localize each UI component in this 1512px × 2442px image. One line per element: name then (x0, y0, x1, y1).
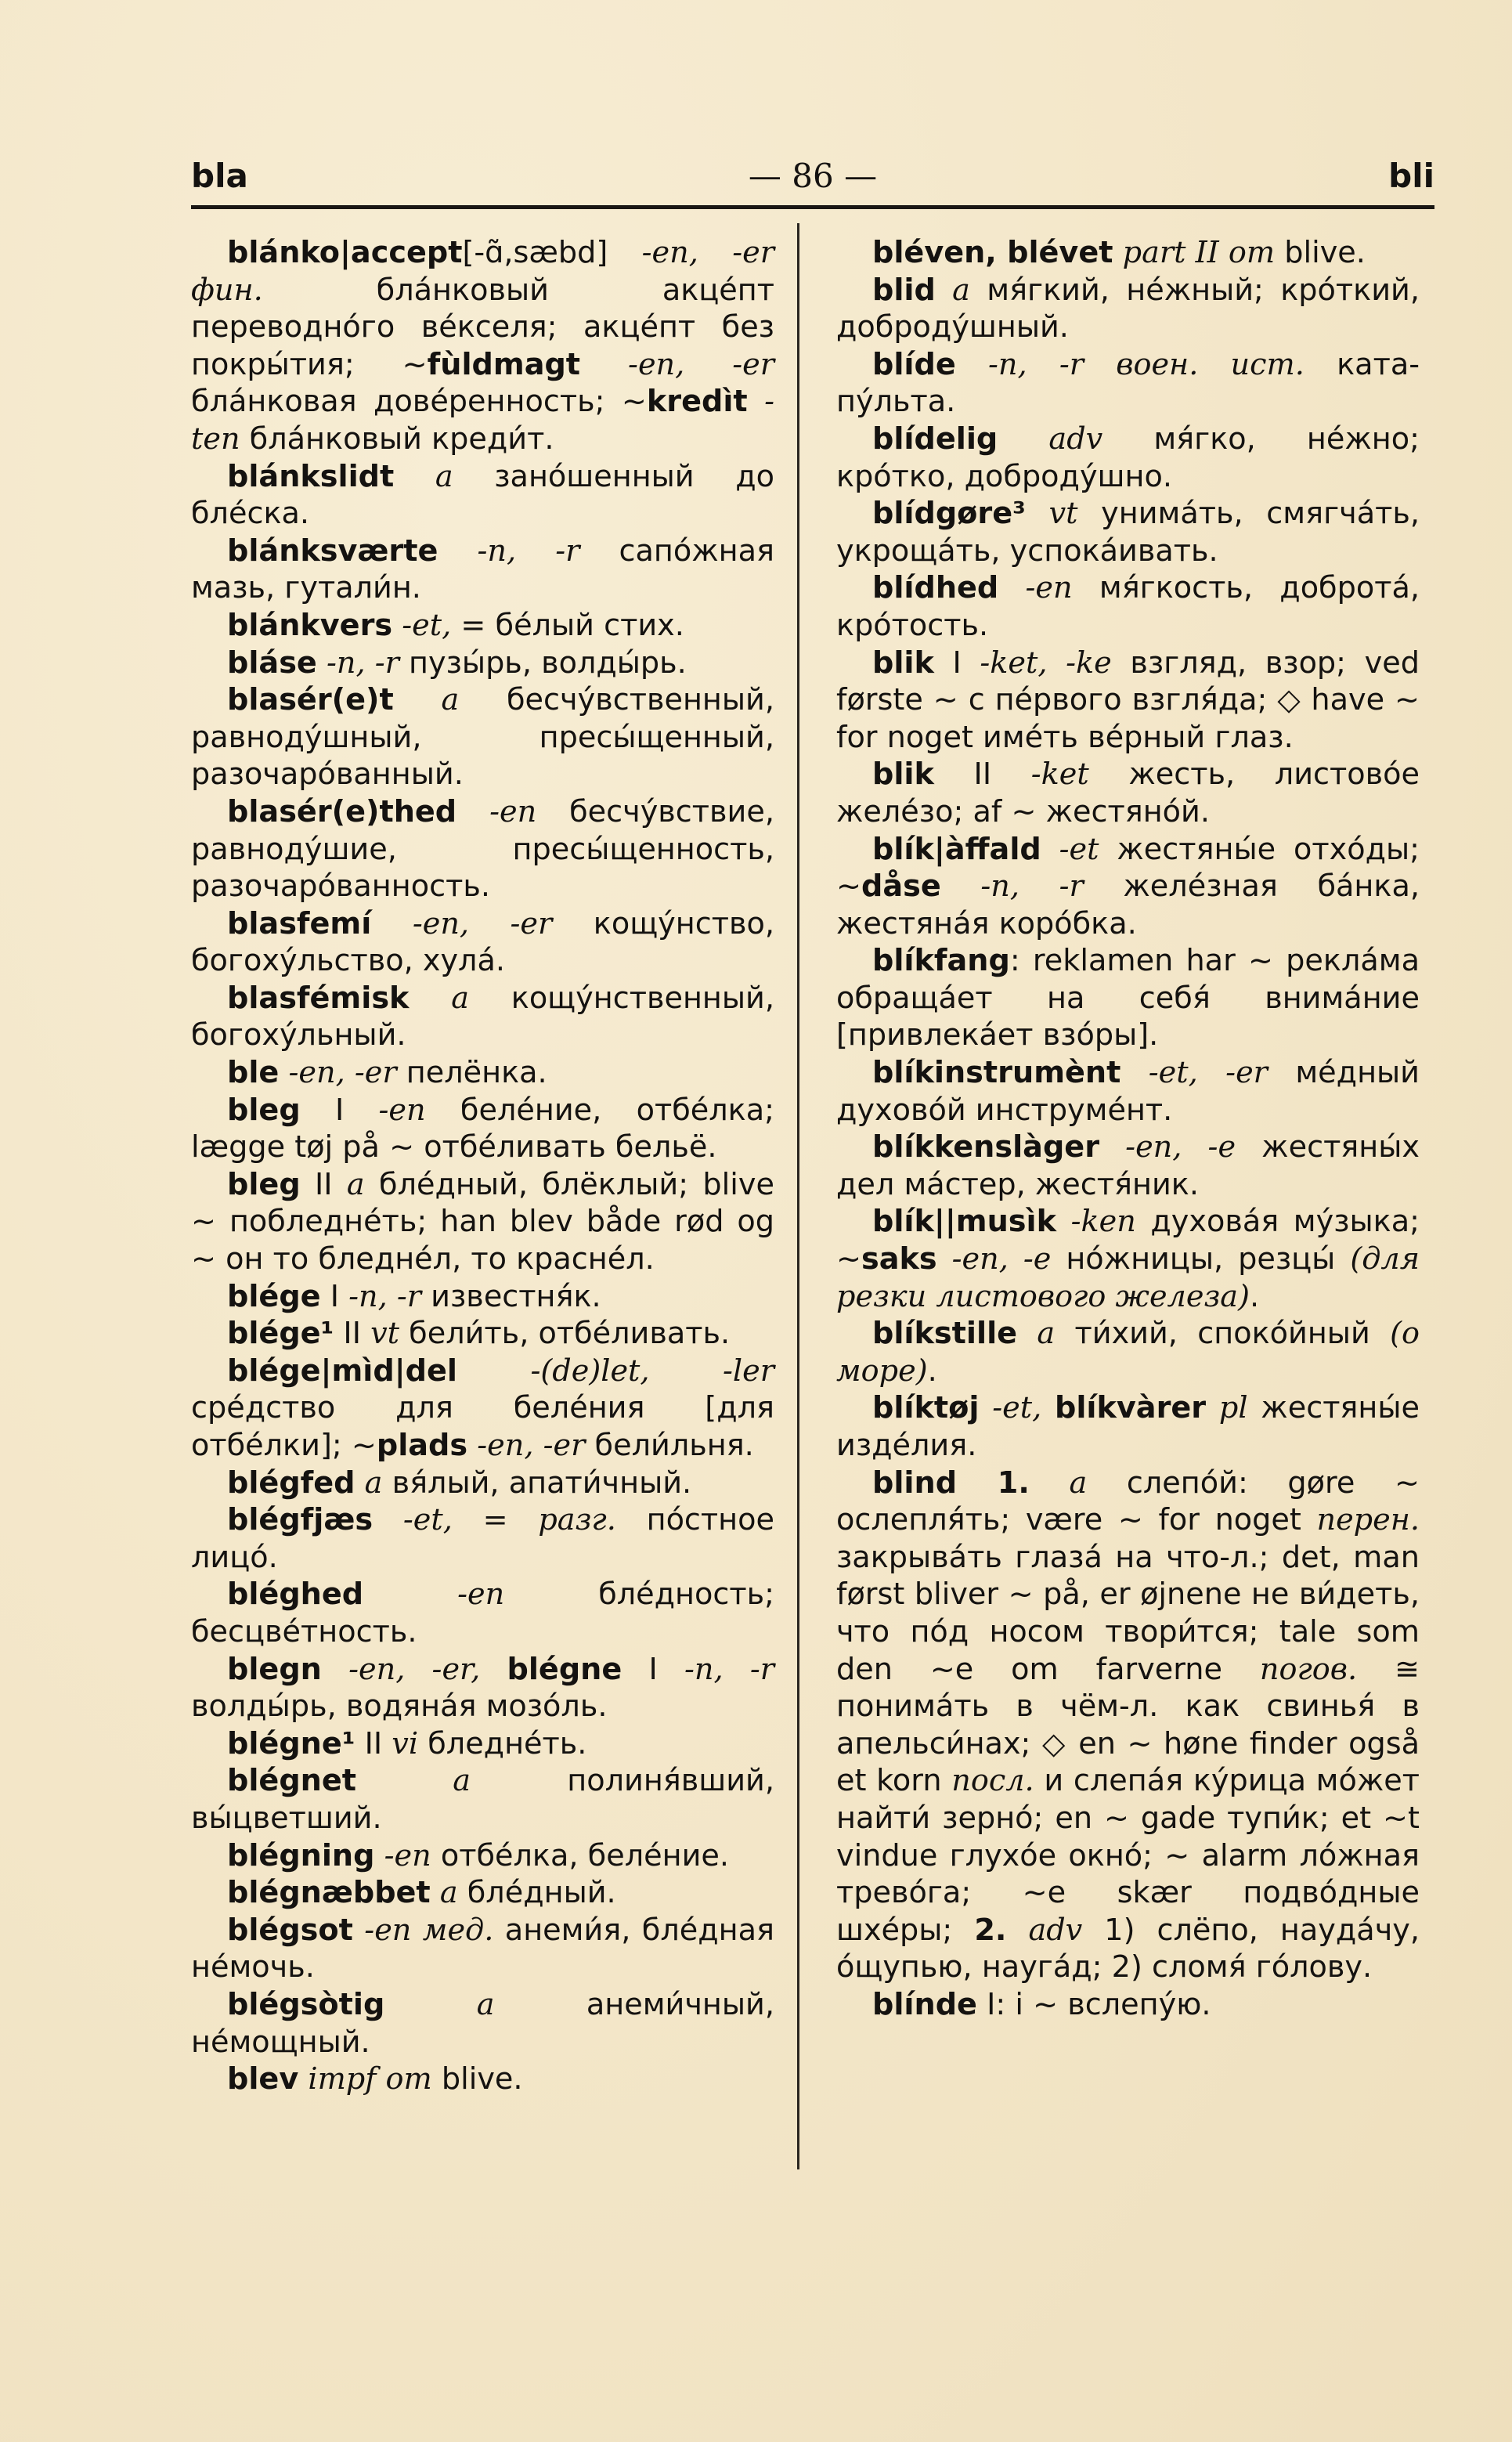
dictionary-entry (191, 1055, 774, 1093)
dictionary-entry (191, 608, 774, 645)
dictionary-entry (191, 682, 774, 794)
grammar-note: погов. (1259, 1652, 1358, 1687)
headword: blégsòtig (227, 1987, 385, 2022)
dictionary-entry (836, 757, 1420, 831)
grammar-note: -n, -r (980, 869, 1084, 905)
definition-text: I (300, 1093, 379, 1128)
definition-text (956, 348, 988, 382)
definition-text: зано́шенный до бле́ска. (191, 459, 774, 532)
headword: blasér(e)t (227, 683, 394, 718)
definition-text: мя́гкость, доброта́, кро́тость. (836, 571, 1420, 643)
headword: blasfémisk (227, 981, 410, 1016)
definition-text (1006, 1913, 1028, 1948)
definition-text: [-ɑ̃,sæbd] (462, 236, 642, 270)
header-last-headword: bli (1388, 157, 1434, 195)
definition-text (467, 1429, 477, 1463)
headword: blasfemí (227, 906, 372, 941)
headword: fùldmagt (427, 347, 581, 382)
headword: blánkvers (227, 608, 393, 643)
definition-text (1017, 1317, 1037, 1351)
definition-text (317, 646, 327, 681)
dictionary-entry (191, 906, 774, 981)
grammar-note: -en, -er (288, 1056, 397, 1091)
grammar-note: -en, -er, (348, 1652, 481, 1687)
headword: blídelig (872, 421, 998, 457)
grammar-note: посл. (951, 1764, 1034, 1799)
dictionary-entry (191, 1987, 774, 2061)
dictionary-entry (191, 1279, 774, 1317)
definition-text: II (334, 1317, 371, 1352)
dictionary-entry (836, 1987, 1420, 2025)
grammar-note: -et (1059, 832, 1099, 867)
grammar-note: vi (392, 1726, 419, 1761)
definition-text: бле́дный. (457, 1876, 616, 1911)
headword: saks (861, 1242, 937, 1277)
definition-text (298, 2062, 308, 2097)
definition-text: бла́нковая дове́ренность; ~ (191, 385, 647, 420)
headword: blégfed (227, 1465, 355, 1501)
grammar-note: -n, -r (477, 533, 580, 569)
definition-text: = бе́лый стих. (451, 608, 684, 643)
headword: dåse (861, 869, 941, 905)
definition-text: бле́дность; бесцве́тность. (191, 1577, 774, 1649)
grammar-note: -en, -er (628, 347, 775, 382)
dictionary-entry (836, 570, 1420, 645)
dictionary-entry (191, 794, 774, 906)
column-divider (797, 223, 799, 2169)
headword: blíkvàrer (1055, 1391, 1207, 1426)
definition-text: : reklamen har ~ рекла́ма обраща́ет на себя́ внима́ние [привлека́ет взо́ры]. (836, 944, 1420, 1053)
grammar-note: -en (489, 794, 537, 829)
definition-text: бесчу́вствие, равноду́шие, пресы́щенность, разочаро́ванность. (191, 794, 774, 905)
grammar-note: -n, -r (684, 1652, 775, 1687)
dictionary-entry (836, 1390, 1420, 1465)
dictionary-entry (836, 1316, 1420, 1390)
headword: blínde (872, 1987, 977, 2022)
definition-text (431, 1876, 440, 1910)
definition-text (1056, 1205, 1071, 1239)
definition-text (941, 869, 981, 904)
definition-text: кощу́нство, богоху́льство, хула́. (191, 906, 774, 979)
definition-text: беле́ние, отбе́лка; lægge tøj på ~ отбе́ливать бельё. (191, 1093, 774, 1165)
dictionary-entry (836, 1204, 1420, 1316)
definition-text: анеми́я, бле́дная не́мочь. (191, 1913, 775, 1985)
grammar-note: -ket, -ke (980, 645, 1112, 681)
definition-text: но́жницы, резцы́ (1051, 1242, 1351, 1277)
headword: blíkfang (872, 944, 1010, 979)
definition-text: I: i ~ вслепу́ю. (976, 1987, 1211, 2022)
headword: blége|mìd|del (227, 1353, 457, 1389)
definition-text: слепо́й: gøre ~ ослепля́ть; være ~ for noget (836, 1465, 1420, 1538)
dictionary-entry (191, 645, 774, 683)
definition-text: бла́нковый акце́пт переводно́го ве́кселя; акце́пт без покры́тия; ~ (191, 273, 774, 382)
dictionary-entry (191, 1316, 774, 1353)
dictionary-entry (191, 533, 774, 608)
dictionary-entry (191, 1652, 774, 1726)
dictionary-entry (836, 1055, 1420, 1129)
dictionary-entry (191, 1465, 774, 1503)
definition-text: закрыва́ть глаза́ на что-л.; det, man først bliver ~ på, er øjnene не ви́деть, что по́д носом твори́тся; tale som den ~e om farverne (836, 1540, 1420, 1687)
definition-text (748, 385, 764, 419)
grammar-note: -en, -e (951, 1242, 1052, 1277)
grammar-note: a (1037, 1317, 1056, 1352)
grammar-note: part II om (1122, 236, 1276, 270)
headword: bléghed (227, 1577, 364, 1613)
dictionary-entry (836, 943, 1420, 1055)
definition-text (394, 460, 435, 494)
headword: blánko|accept (227, 236, 463, 270)
headword: blégfjæs (227, 1503, 373, 1538)
grammar-note: a (439, 1876, 458, 1911)
definition-text: ти́хий, споко́йный (1055, 1317, 1391, 1352)
headword: blind 1. (872, 1465, 1030, 1501)
dictionary-entry (836, 496, 1420, 570)
definition-text: blive. (1275, 236, 1366, 270)
definition-text: отбе́лка, беле́ние. (431, 1838, 730, 1873)
definition-text (1041, 1391, 1055, 1425)
definition-text (998, 571, 1025, 605)
definition-text: ката-пу́льта. (836, 347, 1420, 420)
headword: 2. (974, 1913, 1007, 1948)
grammar-note: -ken (1070, 1205, 1136, 1240)
grammar-note: -en (384, 1838, 431, 1873)
dictionary-entry (191, 1726, 774, 1764)
headword: bláse (227, 645, 317, 681)
dictionary-entry (191, 1502, 774, 1577)
headword: blik (872, 645, 934, 681)
definition-text (373, 1503, 403, 1537)
headword: blége (227, 1279, 321, 1314)
grammar-note: -en (1025, 571, 1073, 606)
headword: bleg (227, 1093, 301, 1128)
definition-text (374, 1839, 384, 1873)
dictionary-entry (836, 1129, 1420, 1204)
grammar-note: -et, (402, 608, 452, 643)
grammar-note: перен. (1316, 1503, 1420, 1538)
dictionary-entry (191, 1353, 774, 1465)
grammar-note: a (346, 1167, 365, 1202)
headword: blík||musìk (872, 1205, 1056, 1240)
grammar-note: -en (378, 1093, 426, 1128)
dictionary-entry (836, 235, 1420, 273)
definition-text (279, 1056, 288, 1090)
grammar-note: -en (457, 1577, 505, 1613)
headword: blíde (872, 347, 956, 382)
definition-text: I (933, 645, 980, 681)
definition-text: жестяны́е отхо́ды; ~ (836, 832, 1420, 905)
grammar-note: a (476, 1987, 495, 2022)
dictionary-entry (836, 273, 1420, 347)
definition-text: I (622, 1652, 684, 1687)
grammar-note: -et, (992, 1391, 1042, 1426)
dictionary-entry (836, 832, 1420, 944)
grammar-note: -et, = разг. (402, 1503, 616, 1538)
definition-text: известня́к. (421, 1279, 601, 1314)
definition-text (457, 1354, 531, 1389)
headword: blídhed (872, 571, 999, 606)
definition-text (322, 1653, 348, 1687)
page-header (191, 157, 1434, 204)
definition-text: желе́зная ба́нка, жестяна́я коро́бка. (836, 869, 1420, 941)
definition-text (394, 683, 442, 717)
headword: blev (227, 2062, 299, 2097)
dictionary-entry (191, 981, 774, 1055)
page-number: — 86 — (748, 157, 878, 195)
definition-text: I (320, 1279, 349, 1314)
definition-text: ≅ понима́ть в чём-л. как свинья́ в апельси́нах; ◇ en ~ høne finder også et korn (836, 1652, 1420, 1799)
definition-text (1113, 236, 1122, 270)
headword: blídgøre³ (872, 497, 1026, 532)
definition-text: blive. (431, 2062, 523, 2097)
headword: kredìt (646, 385, 748, 420)
dictionary-entry (836, 421, 1420, 496)
definition-text (353, 1913, 364, 1948)
grammar-note: -ket (1030, 757, 1089, 793)
definition-text: и слепа́я ку́рица мо́жет найти́ зерно́; en ~ gade тупи́к; et ~t vindue глухо́е окно́; ~ alarm ло́жная трево́га; ~e skær подво́дные шхе́ры; (836, 1764, 1420, 1948)
definition-text (438, 534, 477, 569)
headword: blíktøj (872, 1391, 980, 1426)
headword: blége¹ (227, 1317, 334, 1352)
headword: blíkkenslàger (872, 1130, 1100, 1165)
grammar-note: a (451, 981, 469, 1016)
definition-text: II (933, 757, 1031, 793)
definition-text: по́стное лицо́. (191, 1503, 774, 1575)
headword: blíkstille (872, 1317, 1018, 1352)
grammar-note: a (952, 273, 970, 308)
definition-text (1041, 833, 1059, 867)
headword: blégne (507, 1652, 622, 1687)
definition-text: кощу́нственный, богоху́льный. (191, 981, 775, 1053)
grammar-note: a (1069, 1465, 1088, 1501)
headword: blégnæbbet (227, 1876, 431, 1911)
definition-text: мя́гко, не́жно; кро́тко, доброду́шно. (836, 421, 1420, 494)
grammar-note: vt (1048, 497, 1078, 532)
headword: blíkinstrumènt (872, 1056, 1121, 1091)
grammar-note: -n, -r (348, 1279, 422, 1314)
header-first-headword: bla (191, 157, 248, 195)
left-column (191, 235, 774, 2099)
definition-text: II (355, 1726, 392, 1761)
definition-text (480, 1653, 507, 1687)
dictionary-entry (191, 459, 774, 533)
definition-text (1026, 497, 1049, 531)
definition-text (409, 981, 451, 1016)
definition-text: бледне́ть. (418, 1726, 587, 1761)
definition-text: бесчу́вственный, равноду́шный, пресы́щенный, разочаро́ванный. (191, 683, 774, 793)
dictionary-entry (836, 1465, 1420, 1987)
grammar-note: -(de)let, -ler (530, 1353, 775, 1389)
definition-text: жестяны́е изде́лия. (836, 1391, 1420, 1463)
definition-text (1030, 1466, 1070, 1501)
dictionary-entry (191, 2061, 774, 2099)
definition-text: 1) слёпо, науда́чу, о́щупью, науга́д; 2) сломя́ го́лову. (836, 1913, 1420, 1985)
definition-text: бели́льня. (585, 1429, 754, 1463)
definition-text (1099, 1130, 1125, 1165)
definition-text (580, 348, 628, 382)
definition-text (1206, 1391, 1219, 1425)
headword: blegn (227, 1652, 322, 1687)
grammar-note: -en, -er (412, 906, 553, 941)
grammar-note: a (453, 1764, 471, 1799)
definition-text (384, 1988, 476, 2022)
dictionary-entry (191, 1875, 774, 1913)
grammar-note: -n, -r воен. ист. (987, 347, 1305, 382)
definition-text: бле́дный, блёклый; blive ~ побледне́ть; han blev både rød og ~ он то бледне́л, то красне́л. (191, 1167, 774, 1277)
grammar-note: a (441, 683, 460, 718)
dictionary-entry (836, 645, 1420, 757)
headword: blégne¹ (227, 1726, 355, 1761)
definition-text (392, 609, 402, 643)
headword: blégsot (227, 1913, 353, 1948)
grammar-note: -n, -r (326, 645, 399, 681)
headword: blánksværte (227, 533, 438, 569)
definition-text: жестяны́х дел ма́стер, жестя́ник. (836, 1130, 1420, 1202)
definition-text: унима́ть, смягча́ть, укроща́ть, успока́ивать. (836, 497, 1420, 569)
headword: blasér(e)thed (227, 794, 457, 829)
definition-text: ме́дный духово́й инструме́нт. (836, 1056, 1420, 1128)
dictionary-entry (836, 347, 1420, 421)
dictionary-entry (191, 1093, 774, 1167)
definition-text: бла́нковый креди́т. (240, 421, 554, 457)
headword: blid (872, 273, 936, 308)
dictionary-entry (191, 1763, 774, 1837)
definition-text: мя́гкий, не́жный; кро́ткий, доброду́шный. (836, 273, 1420, 345)
definition-text: волды́рь, водяна́я мозо́ль. (191, 1689, 608, 1725)
definition-text: бели́ть, отбе́ливать. (399, 1317, 731, 1352)
grammar-note: -en, -er фин. (191, 236, 774, 308)
grammar-note: -en, -er (477, 1429, 586, 1463)
headword: blégning (227, 1838, 375, 1873)
definition-text: II (300, 1167, 347, 1202)
definition-text (937, 1242, 952, 1277)
grammar-note: -en, -e (1125, 1130, 1236, 1165)
definition-text (456, 795, 489, 829)
right-column (836, 235, 1420, 2025)
definition-text: вя́лый, апати́чный. (382, 1465, 692, 1501)
definition-text: жесть, листово́е желе́зо; af ~ жестяно́й. (836, 757, 1420, 829)
grammar-note: -et, -er (1148, 1056, 1268, 1091)
headword: blík|àffald (872, 832, 1041, 867)
grammar-note: vt (370, 1317, 400, 1352)
definition-text: полиня́вший, вы́цветший. (191, 1764, 775, 1836)
headword: bleg (227, 1167, 301, 1202)
definition-text: . (927, 1353, 937, 1389)
dictionary-entry (191, 1167, 774, 1279)
headword: blánkslidt (227, 459, 395, 494)
grammar-note: -ten (191, 385, 775, 457)
grammar-note: a (435, 459, 453, 494)
grammar-note: -en мед. (364, 1913, 494, 1948)
grammar-note: adv (1028, 1913, 1083, 1948)
definition-text (980, 1391, 993, 1425)
definition-text: взгляд, взор; ved første ~ с пе́рвого взгля́да; ◇ have ~ for noget име́ть ве́рный глаз. (836, 645, 1420, 755)
dictionary-entry (191, 235, 774, 459)
grammar-note: a (364, 1465, 383, 1501)
definition-text (356, 1764, 453, 1798)
definition-text (1120, 1056, 1148, 1090)
headword: ble (227, 1056, 280, 1091)
grammar-note: pl (1218, 1391, 1248, 1426)
definition-text: пузы́рь, волды́рь. (399, 645, 687, 681)
headword: plads (376, 1429, 468, 1463)
headword: bléven, blévet (872, 236, 1113, 270)
definition-text (998, 422, 1048, 457)
definition-text (355, 1466, 365, 1501)
definition-text: сапо́жная мазь, гутали́н. (191, 533, 774, 606)
header-rule (191, 205, 1434, 209)
definition-text: . (1249, 1279, 1260, 1314)
dictionary-entry (191, 1577, 774, 1651)
grammar-note: impf om (308, 2062, 432, 2097)
definition-text (363, 1577, 457, 1612)
definition-text: духова́я му́зыка; ~ (836, 1205, 1420, 1277)
grammar-note: (для резки листового железа) (836, 1242, 1420, 1314)
headword: blik (872, 757, 934, 793)
grammar-note: (о море) (836, 1317, 1420, 1389)
definition-text (936, 273, 952, 308)
definition-text: анеми́чный, не́мощный. (191, 1987, 774, 2060)
headword: blégnet (227, 1764, 357, 1799)
dictionary-entry (191, 1838, 774, 1876)
definition-text (371, 907, 412, 941)
dictionary-entry (191, 1913, 774, 1987)
definition-text: сре́дство для беле́ния [для отбе́лки]; ~ (191, 1391, 774, 1463)
definition-text: пелёнка. (396, 1056, 547, 1091)
grammar-note: adv (1048, 421, 1103, 457)
